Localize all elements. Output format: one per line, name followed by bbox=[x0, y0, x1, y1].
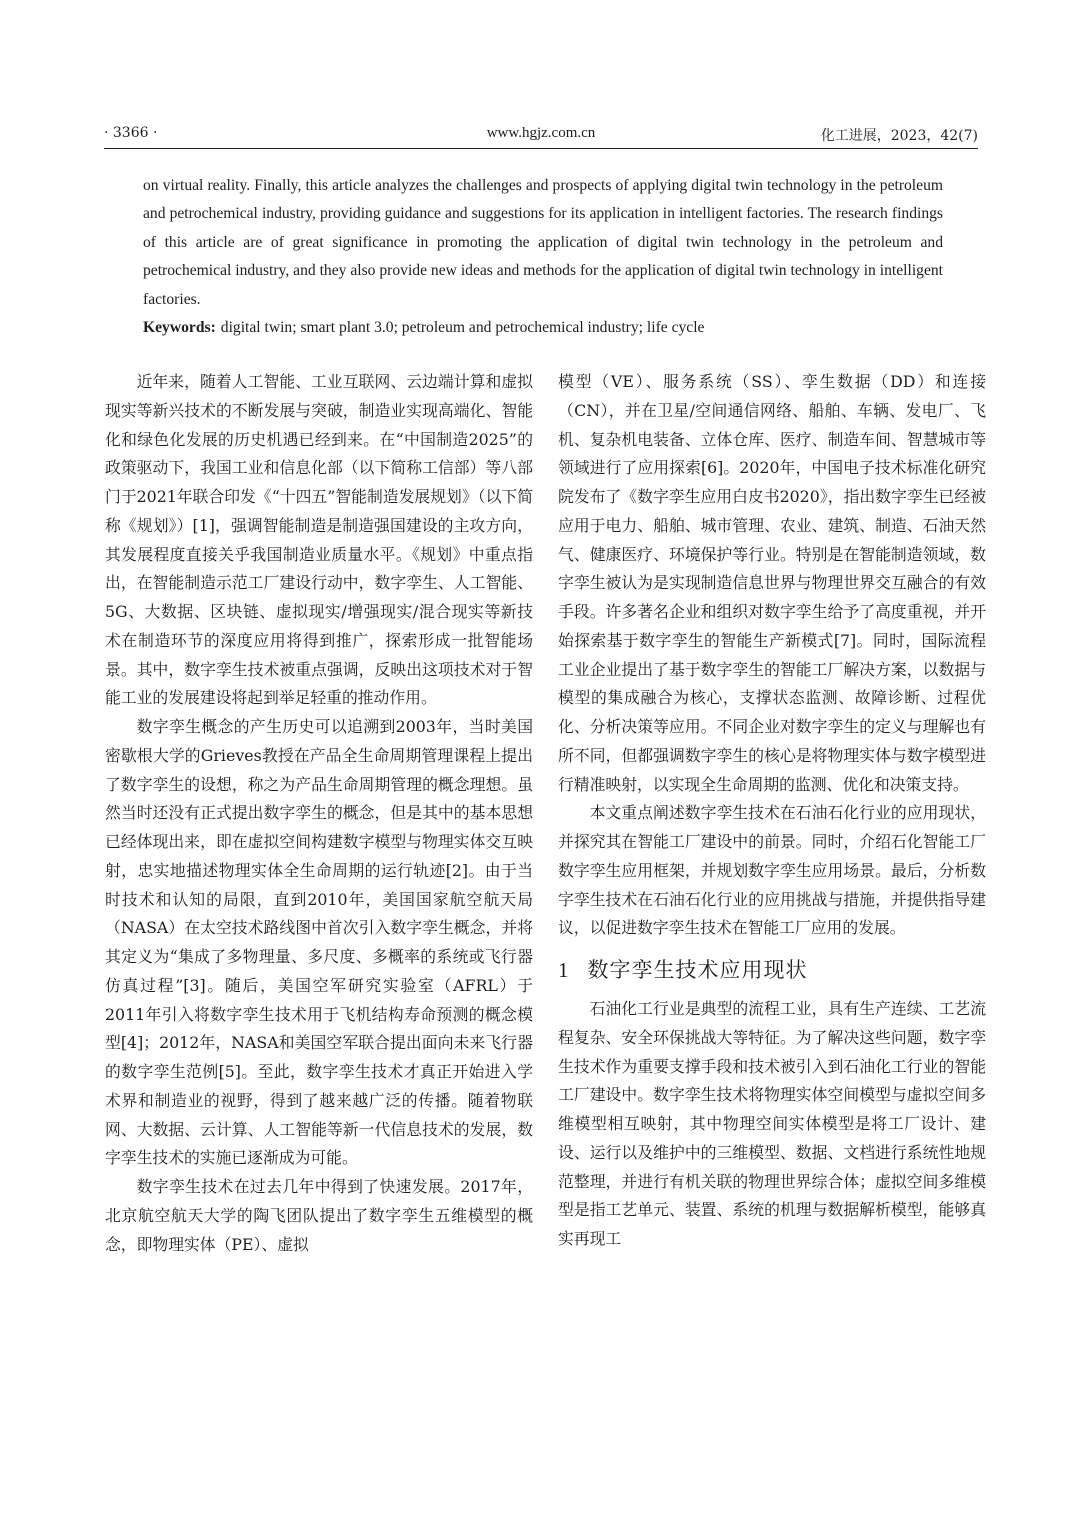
section-number: 1 bbox=[558, 958, 570, 982]
paragraph: 本文重点阐述数字孪生技术在石油石化行业的应用现状，并探究其在智能工厂建设中的前景。同时，介绍石化智能工厂数字孪生应用框架，并规划数字孪生应用场景。最后，分析数字孪生技术在石油石化行业的应用挑战与措施，并提供指导建议，以促进数字孪生技术在智能工厂应用的发展。 bbox=[558, 803, 986, 938]
journal-website-link[interactable]: www.hgjz.com.cn bbox=[486, 125, 596, 141]
section-heading bbox=[558, 954, 986, 986]
running-header bbox=[104, 122, 978, 149]
keywords-line bbox=[143, 314, 943, 342]
keywords-label: Keywords: bbox=[143, 319, 216, 337]
right-column bbox=[558, 368, 986, 1254]
section-title: 数字孪生技术应用现状 bbox=[587, 958, 808, 982]
keywords-list: digital twin; smart plant 3.0; petroleum and petrochemical industry; life cycle bbox=[220, 319, 705, 337]
paragraph: 数字孪生技术在过去几年中得到了快速发展。2017年，北京航空航天大学的陶飞团队提出了数字孪生五维模型的概念，即物理实体（PE）、虚拟 bbox=[105, 1177, 533, 1254]
paragraph: 数字孪生概念的产生历史可以追溯到2003年，当时美国密歇根大学的Grieves教授在产品全生命周期管理课程上提出了数字孪生的设想，称之为产品生命周期管理的概念理想。虽然当时还没有正式提出数字孪生的概念，但是其中的基本思想已经体现出来，即在虚拟空间构建数字模型与物理实体交互映射，忠实地描述物理实体全生命周期的运行轨迹[2]。由于当时技术和认知的局限，直到2010年，美国国家航空航天局（NASA）在太空技术路线图中首次引入数字孪生概念，并将其定义为“集成了多物理量、多尺度、多概率的系统或飞行器仿真过程”[3]。随后，美国空军研究实验室（AFRL）于2011年引入将数字孪生技术用于飞机结构寿命预测的概念模型[4]；2012年，NASA和美国空军联合提出面向未来飞行器的数字孪生范例[5]。至此，数字孪生技术才真正开始进入学术界和制造业的视野，得到了越来越广泛的传播。随着物联网、大数据、云计算、人工智能等新一代信息技术的发展，数字孪生技术的实施已逐渐成为可能。 bbox=[105, 717, 533, 1168]
journal-citation: 化工进展，2023，42(7) bbox=[820, 128, 978, 144]
page-number: · 3366 · bbox=[104, 125, 158, 141]
paragraph: 模型（VE）、服务系统（SS）、孪生数据（DD）和连接（CN），并在卫星/空间通信网络、船舶、车辆、发电厂、飞机、复杂机电装备、立体仓库、医疗、制造车间、智慧城市等领域进行了应用探索[6]。2020年，中国电子技术标准化研究院发布了《数字孪生应用白皮书2020》，指出数字孪生已经被应用于电力、船舶、城市管理、农业、建筑、制造、石油天然气、健康医疗、环境保护等行业。特别是在智能制造领域，数字孪生被认为是实现制造信息世界与物理世界交互融合的有效手段。许多著名企业和组织对数字孪生给予了高度重视，并开始探索基于数字孪生的智能生产新模式[7]。同时，国际流程工业企业提出了基于数字孪生的智能工厂解决方案，以数据与模型的集成融合为核心，支撑状态监测、故障诊断、过程优化、分析决策等应用。不同企业对数字孪生的定义与理解也有所不同，但都强调数字孪生的核心是将物理实体与数字模型进行精准映射，以实现全生命周期的监测、优化和决策支持。 bbox=[558, 372, 986, 794]
paragraph: 近年来，随着人工智能、工业互联网、云边端计算和虚拟现实等新兴技术的不断发展与突破，制造业实现高端化、智能化和绿色化发展的历史机遇已经到来。在“中国制造2025”的政策驱动下，我国工业和信息化部（以下简称工信部）等八部门于2021年联合印发《“十四五”智能制造发展规划》（以下简称《规划》）[1]，强调智能制造是制造强国建设的主攻方向，其发展程度直接关乎我国制造业质量水平。《规划》中重点指出，在智能制造示范工厂建设行动中，数字孪生、人工智能、5G、大数据、区块链、虚拟现实/增强现实/混合现实等新技术在制造环节的深度应用将得到推广，探索形成一批智能场景。其中，数字孪生技术被重点强调，反映出这项技术对于智能工业的发展建设将起到举足轻重的推动作用。 bbox=[105, 372, 533, 708]
left-column bbox=[105, 368, 533, 1259]
english-abstract bbox=[143, 172, 943, 342]
paragraph: 石油化工行业是典型的流程工业，具有生产连续、工艺流程复杂、安全环保挑战大等特征。为了解决这些问题，数字孪生技术作为重要支撑手段和技术被引入到石油化工行业的智能工厂建设中。数字孪生技术将物理实体空间模型与虚拟空间多维模型相互映射，其中物理空间实体模型是将工厂设计、建设、运行以及维护中的三维模型、数据、文档进行系统性地规范整理，并进行有机关联的物理世界综合体；虚拟空间多维模型是指工艺单元、装置、系统的机理与数据解析模型，能够真实再现工 bbox=[558, 999, 986, 1248]
abstract-text: on virtual reality. Finally, this article analyzes the challenges and prospects of applying digital twin technology in the petroleum and petrochemical industry, providing guidance and suggestions for its application in intelligent factories. The research findings of this article are of great significance in promoting the application of digital twin technology in the petroleum and petrochemical industry, and they also provide new ideas and methods for the application of digital twin technology in intelligent factories. bbox=[143, 177, 943, 308]
